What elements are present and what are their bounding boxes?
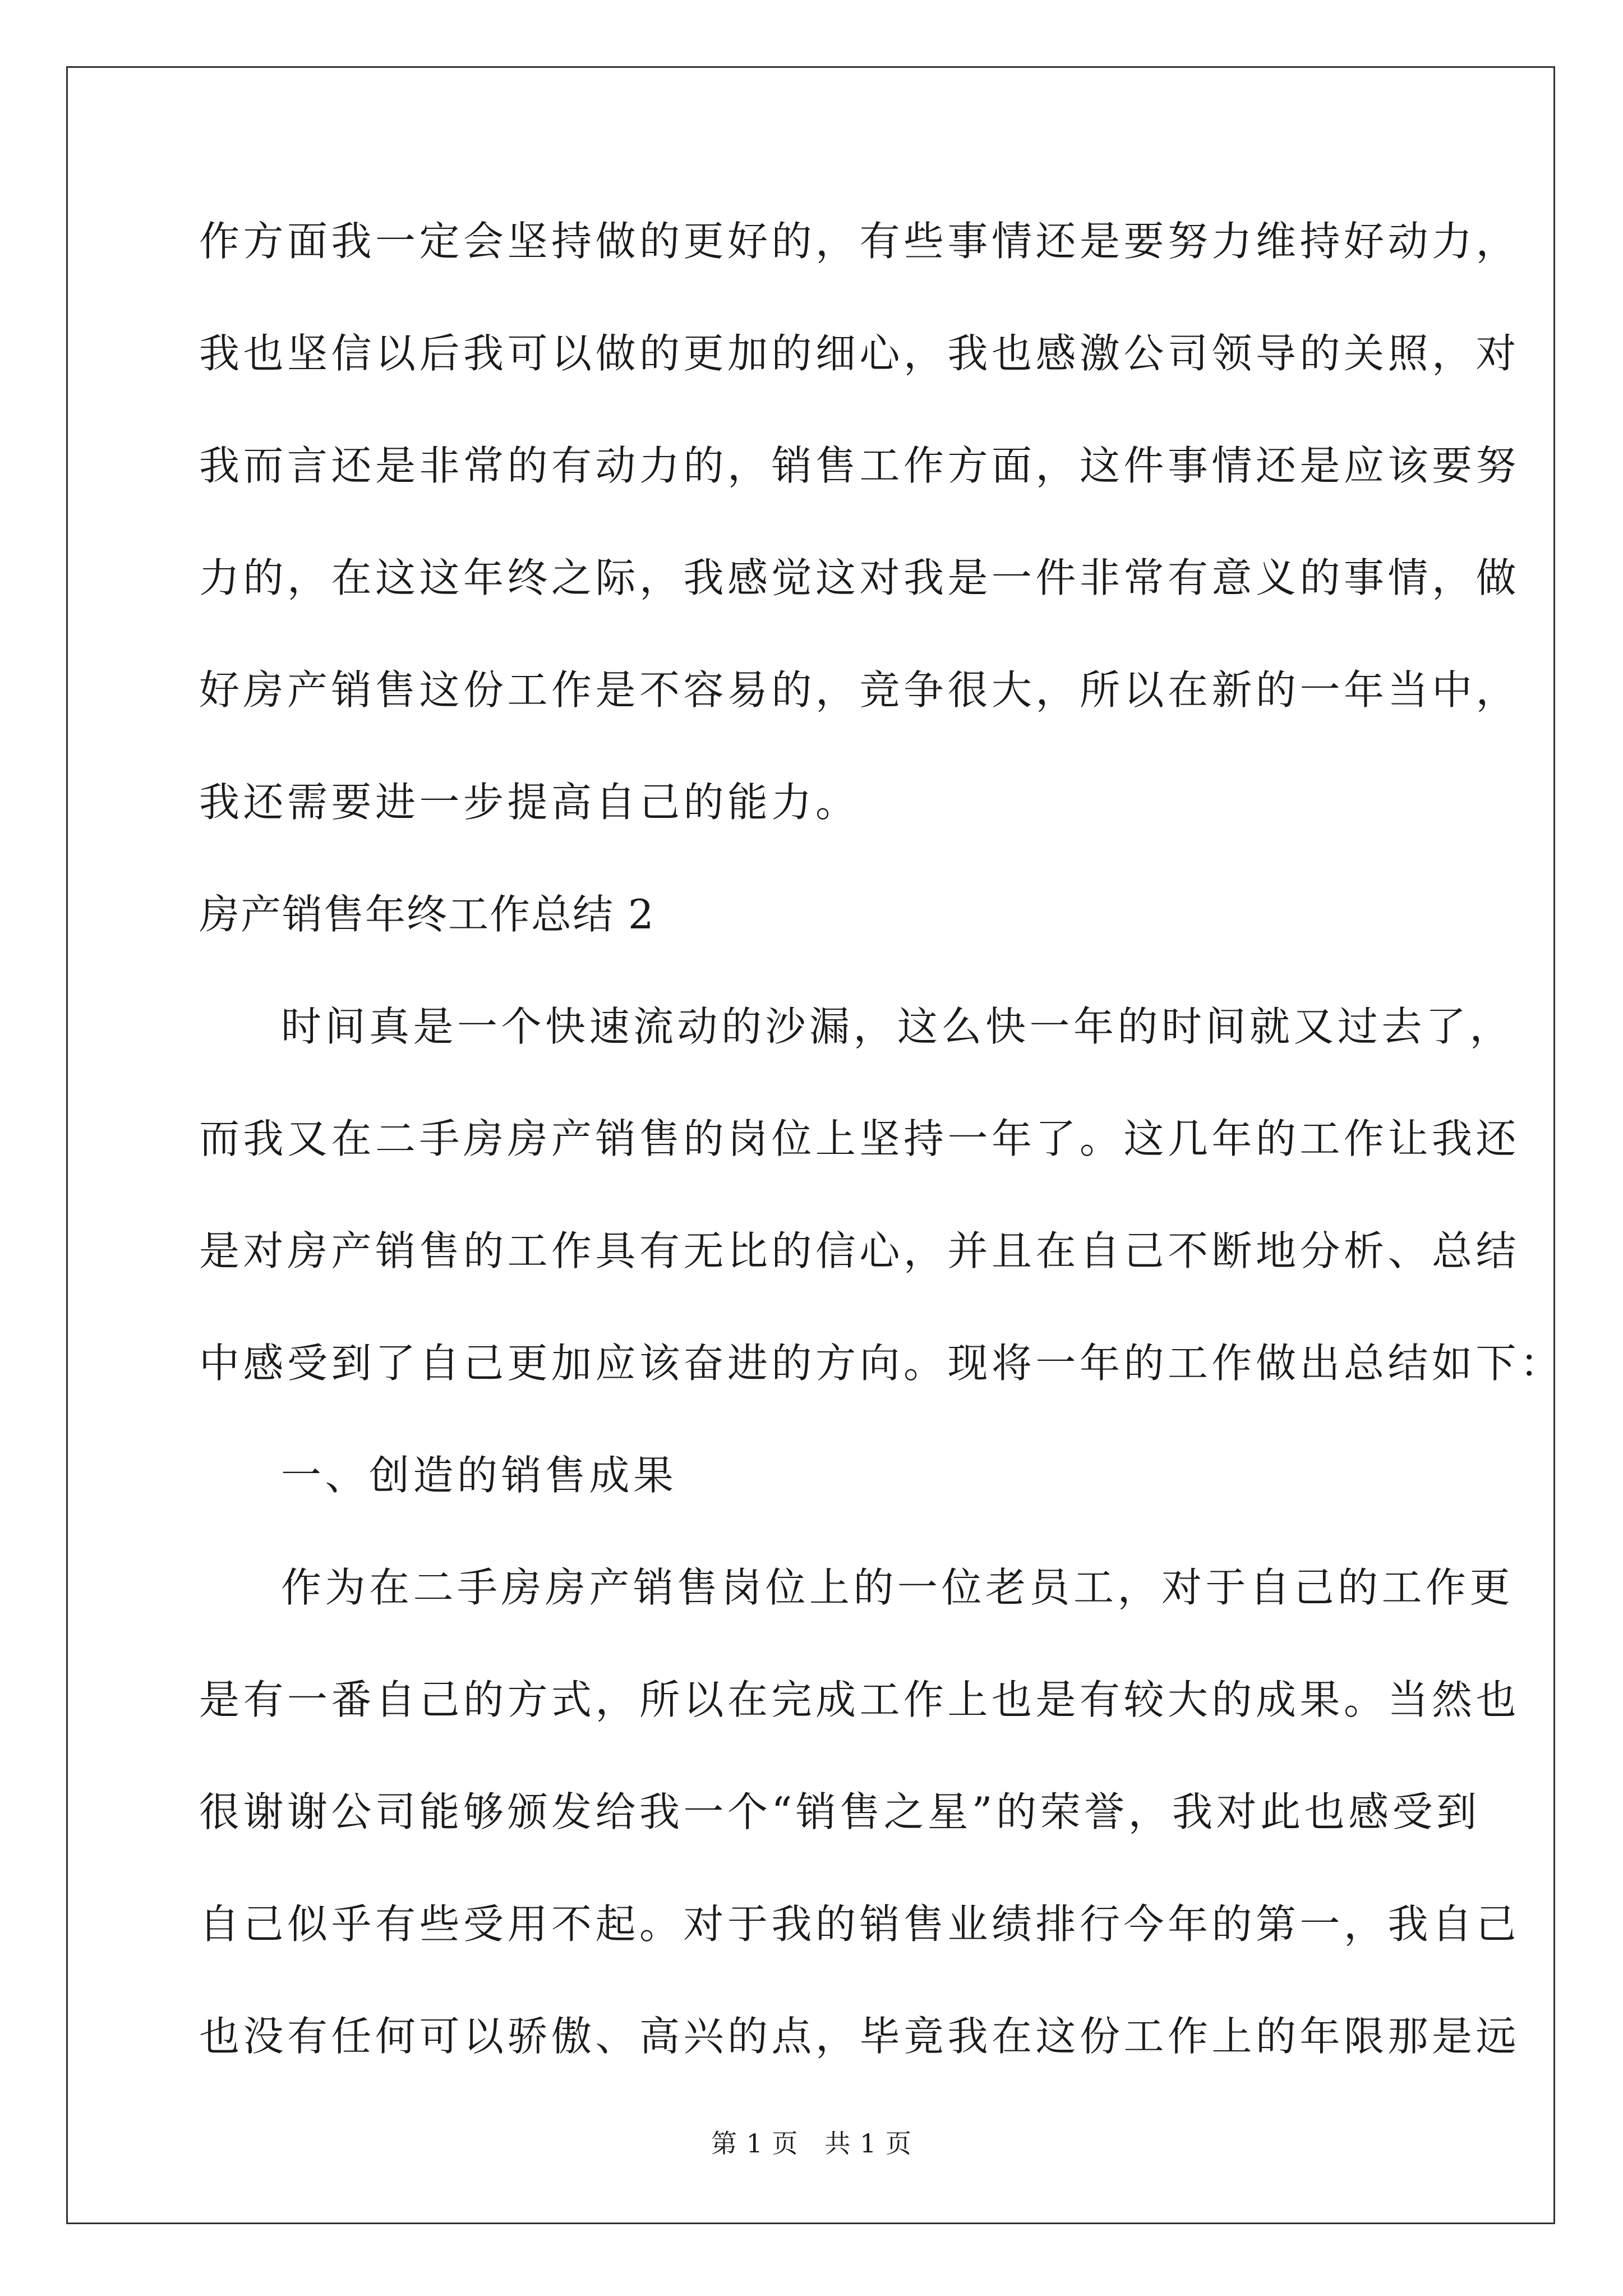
text-line: 作方面我一定会坚持做的更好的，有些事情还是要努力维持好动力，: [199, 218, 1520, 265]
text-line: 作为在二手房房产销售岗位上的一位老员工，对于自己的工作更: [281, 1564, 1514, 1611]
text-line: 我也坚信以后我可以做的更加的细心，我也感激公司领导的关照，对: [199, 330, 1520, 377]
document-body: [199, 185, 1564, 2092]
text-line: 也没有任何可以骄傲、高兴的点，毕竟我在这份工作上的年限那是远: [199, 2013, 1520, 2060]
page-number-footer: 第 1 页 共 1 页: [711, 2128, 912, 2159]
text-line: 我而言还是非常的有动力的，销售工作方面，这件事情还是应该要努: [199, 442, 1520, 489]
text-line: 自己似乎有些受用不起。对于我的销售业绩排行今年的第一，我自己: [199, 1901, 1520, 1948]
text-line: 好房产销售这份工作是不容易的，竞争很大，所以在新的一年当中，: [199, 666, 1520, 714]
text-line: 很谢谢公司能够颁发给我一个“销售之星”的荣誉，我对此也感受到: [199, 1788, 1481, 1835]
text-line: 而我又在二手房房产销售的岗位上坚持一年了。这几年的工作让我还: [199, 1115, 1520, 1162]
subsection-title: 一、创造的销售成果: [281, 1452, 677, 1499]
section-heading: 房产销售年终工作总结 2: [199, 891, 655, 938]
text-line: 是有一番自己的方式，所以在完成工作上也是有较大的成果。当然也: [199, 1676, 1520, 1723]
text-line: 中感受到了自己更加应该奋进的方向。现将一年的工作做出总结如下：: [199, 1340, 1564, 1387]
text-line: 是对房产销售的工作具有无比的信心，并且在自己不断地分析、总结: [199, 1227, 1520, 1274]
text-line: 力的，在这这年终之际，我感觉这对我是一件非常有意义的事情，做: [199, 554, 1520, 601]
text-line: 我还需要进一步提高自己的能力。: [199, 779, 860, 826]
text-line: 时间真是一个快速流动的沙漏，这么快一年的时间就又过去了，: [281, 1003, 1514, 1050]
